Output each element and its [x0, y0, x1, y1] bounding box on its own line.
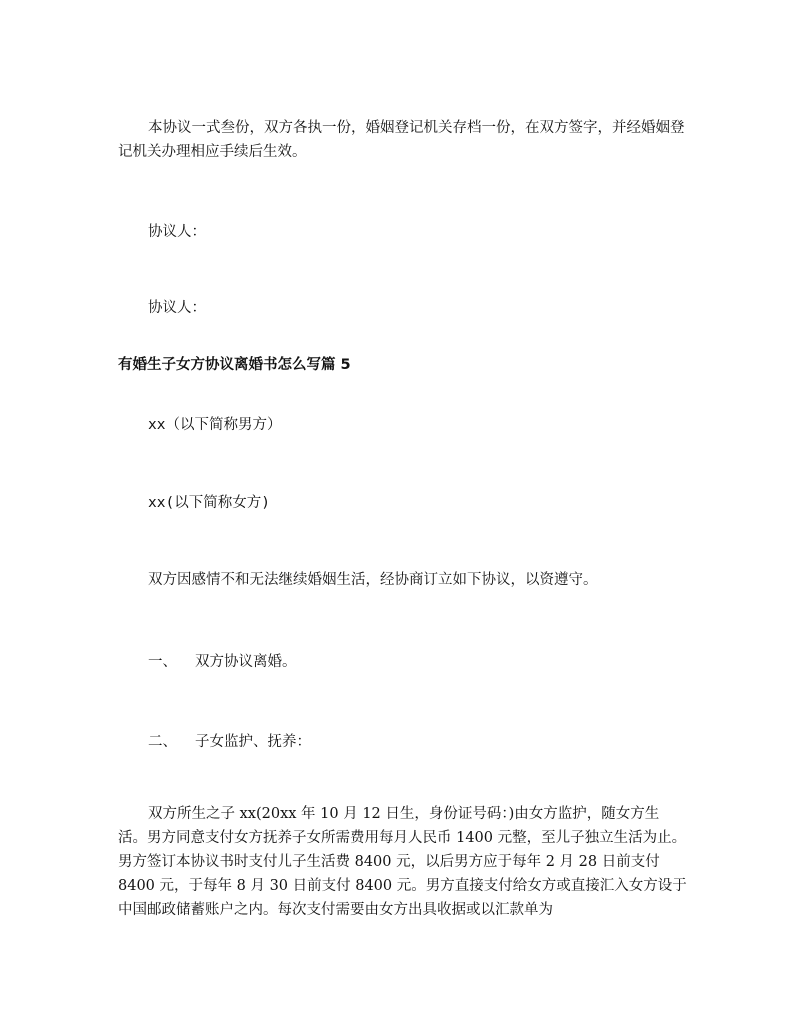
effectiveness-paragraph: 本协议一式叁份，双方各执一份，婚姻登记机关存档一份，在双方签字，并经婚姻登记机关办理相应手续后生效。	[118, 120, 685, 160]
agreement-item-2	[148, 730, 688, 754]
agreement-item-1	[148, 650, 688, 674]
party-female-line: xx(以下简称女方)	[148, 495, 270, 511]
party-male-line: xx（以下简称男方）	[148, 417, 282, 433]
signer-line-1: 协议人：	[148, 224, 206, 240]
section-title: 有婚生子女方协议离婚书怎么写篇 5	[118, 357, 351, 373]
item-1-text: 双方协议离婚。	[195, 654, 297, 670]
intro-paragraph: 双方因感情不和无法继续婚姻生活，经协商订立如下协议，以资遵守。	[148, 572, 598, 588]
item-2-number: 二、	[148, 734, 177, 750]
item-1-number: 一、	[148, 654, 177, 670]
custody-paragraph: 双方所生之子 xx(20xx 年 10 月 12 日生，身份证号码：)由女方监护，随女方生活。男方同意支付女方抚养子女所需费用每月人民币 1400 元整，至儿子独立生活为止。男方签订本协议书时支付儿子生活费 8400 元，以后男方应于每年 2 月 28 日前支付 8400 元，于每年 8 月 30 日前支付 8400 元。男方直接支付给女方或直接汇入女方设于中国邮政储蓄账户之内。每次支付需要由女方出具收据或以汇款单为	[118, 806, 687, 918]
signer-line-2: 协议人：	[148, 300, 206, 316]
item-2-text: 子女监护、抚养：	[195, 734, 311, 750]
